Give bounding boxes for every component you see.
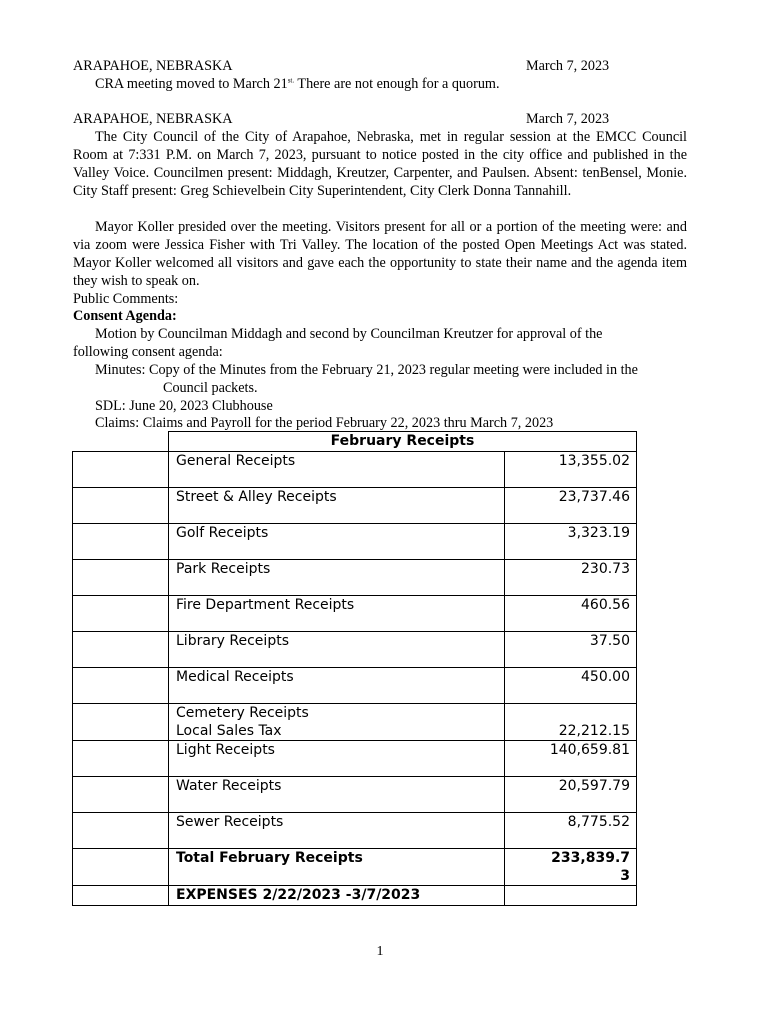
table-row (73, 596, 637, 632)
table-row (73, 668, 637, 704)
public-comments-label: Public Comments: (73, 291, 179, 307)
local-sales-tax-amount: 22,212.15 (558, 723, 630, 739)
receipt-label: Golf Receipts (169, 524, 505, 560)
receipt-amount: 23,737.46 (505, 488, 637, 524)
meeting-paragraph-1: The City Council of the City of Arapahoe, Nebraska, met in regular session at the EMCC Council Room at 7:331 P.M. on March 7, 2023, pursuant to notice posted in the city office and published in the Valley Voice. Councilmen present: Middagh, Kreutzer, Carpenter, and Paulsen. Absent: tenBensel, Monie. City Staff present: Greg Schievelbein City Superintendent, City Clerk Donna Tannahill. (73, 129, 687, 199)
table-row (73, 777, 637, 813)
total-label: Total February Receipts (169, 849, 505, 886)
receipt-label: Sewer Receipts (169, 813, 505, 849)
table-row (73, 813, 637, 849)
table-row (73, 560, 637, 596)
receipt-label: General Receipts (169, 452, 505, 488)
february-receipts-table (72, 431, 637, 906)
receipt-label: Library Receipts (169, 632, 505, 668)
notice2-date: March 7, 2023 (526, 111, 610, 127)
receipt-label: Light Receipts (169, 741, 505, 777)
sdl-line: SDL: June 20, 2023 Clubhouse (95, 398, 273, 414)
receipt-amount: 37.50 (505, 632, 637, 668)
claims-line: Claims: Claims and Payroll for the period February 22, 2023 thru March 7, 2023 (95, 415, 554, 431)
consent-agenda-heading: Consent Agenda: (73, 308, 177, 324)
minutes-line-1: Minutes: Copy of the Minutes from the February 21, 2023 regular meeting were included in the (95, 362, 638, 378)
total-row (73, 849, 637, 886)
receipt-label: Medical Receipts (169, 668, 505, 704)
table-row (73, 488, 637, 524)
cemetery-receipts-label: Cemetery Receipts (176, 705, 309, 721)
receipt-label: Park Receipts (169, 560, 505, 596)
receipt-amount: 460.56 (505, 596, 637, 632)
receipt-label: Fire Department Receipts (169, 596, 505, 632)
motion-line-2: following consent agenda: (73, 344, 223, 360)
table-row (73, 704, 637, 741)
receipt-amount: 20,597.79 (505, 777, 637, 813)
table-row (73, 524, 637, 560)
meeting-paragraph-2: Mayor Koller presided over the meeting. Visitors present for all or a portion of the meeting were: and via zoom were Jessica Fisher with Tri Valley. The location of the posted Open Meetings Act was stated. Mayor Koller welcomed all visitors and gave each the opportunity to state their name and the agenda item they wish to speak on. (73, 219, 687, 289)
total-amount: 233,839.73 (505, 849, 637, 886)
table-header-row (73, 432, 637, 452)
receipt-amount: 230.73 (505, 560, 637, 596)
motion-line-1: Motion by Councilman Middagh and second by Councilman Kreutzer for approval of the (95, 326, 603, 342)
local-sales-tax-label: Local Sales Tax (176, 723, 282, 739)
expenses-heading: EXPENSES 2/22/2023 -3/7/2023 (169, 886, 505, 906)
notice2-place: ARAPAHOE, NEBRASKA (73, 111, 233, 127)
notice1-text: CRA meeting moved to March $21^{st.}$ There are not enough for a quorum. (95, 76, 500, 92)
receipt-amount: 8,775.52 (505, 813, 637, 849)
receipt-amount: 450.00 (505, 668, 637, 704)
table-row (73, 741, 637, 777)
table-header: February Receipts (169, 432, 637, 452)
minutes-line-2: Council packets. (163, 380, 258, 396)
receipt-amount: 140,659.81 (505, 741, 637, 777)
receipt-label: Water Receipts (169, 777, 505, 813)
table-row (73, 632, 637, 668)
receipt-amount: 3,323.19 (505, 524, 637, 560)
receipt-label: Street & Alley Receipts (169, 488, 505, 524)
expenses-row (73, 886, 637, 906)
notice1-place: ARAPAHOE, NEBRASKA (73, 58, 233, 74)
table-row (73, 452, 637, 488)
receipt-amount: 13,355.02 (505, 452, 637, 488)
page-number: 1 (376, 944, 384, 959)
notice1-date: March 7, 2023 (526, 58, 610, 74)
